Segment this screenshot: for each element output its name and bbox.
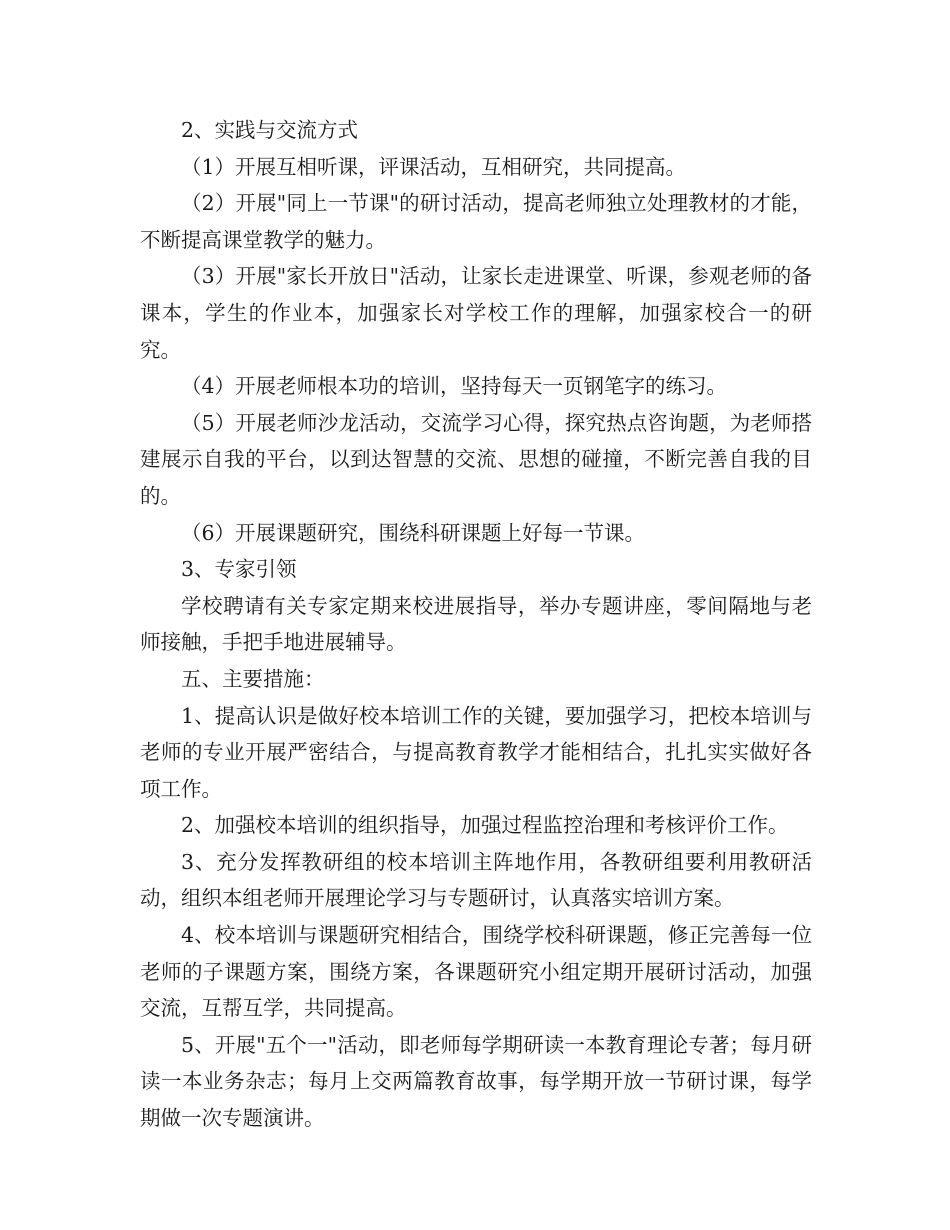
paragraph: 2、实践与交流方式	[181, 118, 359, 142]
paragraph: （1）开展互相听课，评课活动，互相研究，共同提高。	[181, 154, 687, 179]
paragraph: 2、加强校本培训的组织指导，加强过程监控治理和考核评价工作。	[181, 813, 789, 838]
paragraph: （5）开展老师沙龙活动，交流学习心得，探究热点咨询题，为老师搭建展示自我的平台，以到达智慧的交流、思想的碰撞，不断完善自我的目的。	[140, 410, 812, 508]
document-body	[140, 112, 812, 1137]
paragraph: 4、校本培训与课题研究相结合，围绕学校科研课题，修正完善每一位老师的子课题方案，围绕方案，各课题研究小组定期开展研讨活动，加强交流，互帮互学，共同提高。	[140, 923, 812, 1021]
paragraph: 3、充分发挥教研组的校本培训主阵地作用，各教研组要利用教研活动，组织本组老师开展理论学习与专题研讨，认真落实培训方案。	[140, 849, 812, 911]
paragraph: 5、开展"五个一"活动，即老师每学期研读一本教育理论专著；每月研读一本业务杂志；每月上交两篇教育故事，每学期开放一节研讨课，每学期做一次专题演讲。	[140, 1032, 812, 1131]
paragraph: （2）开展"同上一节课"的研讨活动，提高老师独立处理教材的才能，不断提高课堂教学的魅力。	[140, 191, 812, 252]
paragraph: 1、提高认识是做好校本培训工作的关键，要加强学习，把校本培训与老师的专业开展严密结合，与提高教育教学才能相结合，扎扎实实做好各项工作。	[140, 703, 812, 801]
paragraph: 3、专家引领	[181, 557, 297, 582]
paragraph: （6）开展课题研究，围绕科研课题上好每一节课。	[181, 520, 646, 545]
paragraph: 学校聘请有关专家定期来校进展指导，举办专题讲座，零间隔地与老师接触，手把手地进展辅导。	[140, 593, 812, 655]
paragraph: （3）开展"家长开放日"活动，让家长走进课堂、听课，参观老师的备课本，学生的作业本，加强家长对学校工作的理解，加强家校合一的研究。	[140, 264, 812, 362]
paragraph: 五、主要措施：	[181, 666, 325, 691]
paragraph: （4）开展老师根本功的培训，坚持每天一页钢笔字的练习。	[181, 374, 728, 399]
